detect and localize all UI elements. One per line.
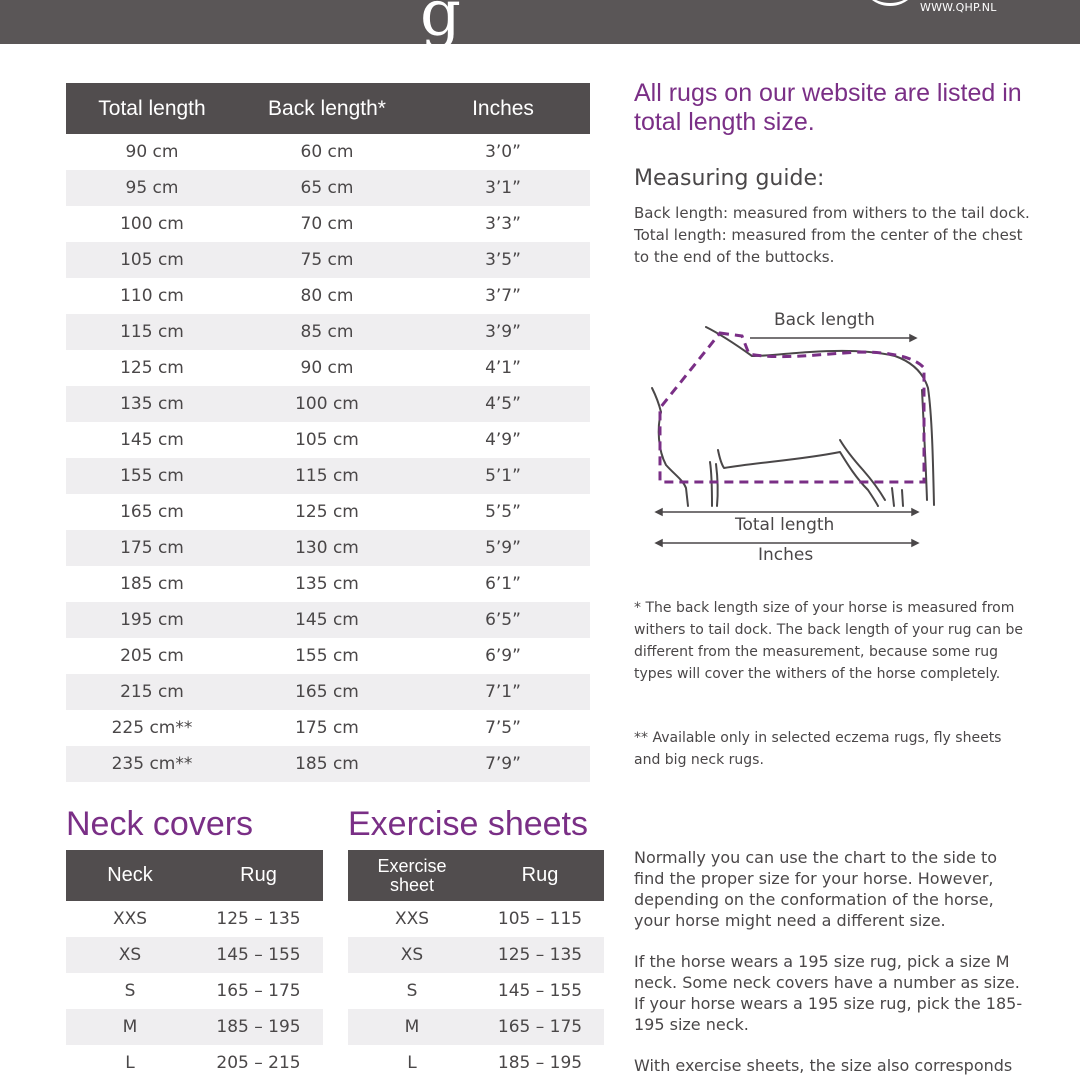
table-cell: 205 – 215: [216, 1053, 301, 1073]
table-cell: 165 cm: [120, 502, 184, 522]
availability-footnote: ** Available only in selected eczema rugs, fly sheets and big neck rugs.: [634, 730, 1002, 768]
table-cell: 185 – 195: [497, 1053, 583, 1073]
table-row: [66, 710, 590, 746]
table-cell: 165 – 175: [216, 981, 301, 1001]
header-total-length: Total length: [98, 96, 206, 120]
table-row: [66, 566, 590, 602]
headline: All rugs on our website are listed in total length size.: [634, 79, 1022, 136]
website-url[interactable]: WWW.QHP.NL: [920, 1, 997, 14]
header-exercise-line1: Exercise: [377, 855, 447, 876]
table-row: [66, 973, 323, 1009]
table-row: [348, 973, 604, 1009]
table-cell: 145 cm: [295, 610, 359, 630]
table-cell: 185 – 195: [216, 1017, 301, 1037]
exercise-sheets-table: [348, 850, 604, 1080]
size-table-body: [66, 134, 590, 782]
table-cell: 110 cm: [120, 286, 184, 306]
header-neck: Neck: [107, 864, 153, 886]
table-cell: 6’1”: [485, 574, 521, 594]
table-row: [66, 530, 590, 566]
measuring-guide-text: [634, 202, 1034, 268]
advice-paragraph-2: If the horse wears a 195 size rug, pick a size M neck. Some neck covers have a number as size. If your horse wears a 195 size rug, pick the 185-195 size neck.: [634, 952, 1023, 1034]
table-cell: 3’1”: [485, 178, 521, 198]
neck-covers-title: Neck covers: [66, 805, 254, 843]
table-cell: 225 cm**: [111, 718, 193, 738]
table-cell: 7’5”: [485, 718, 521, 738]
header-exercise-sheet: [348, 857, 476, 895]
table-cell: 3’0”: [485, 142, 521, 162]
table-cell: 185 cm: [120, 574, 184, 594]
table-cell: 4’5”: [485, 394, 521, 414]
table-cell: 125 – 135: [216, 909, 301, 929]
advice-paragraph-3: With exercise sheets, the size also corresponds: [634, 1056, 1013, 1075]
neck-covers-table: [66, 850, 323, 1080]
table-cell: 145 – 155: [216, 945, 301, 965]
table-row: [66, 314, 590, 350]
table-cell: 125 – 135: [497, 945, 583, 965]
size-table-header: [66, 83, 590, 134]
table-cell: L: [407, 1053, 417, 1073]
guide-total-length: Total length: measured from the center of the chest to the end of the buttocks.: [634, 226, 1023, 266]
table-cell: 130 cm: [295, 538, 359, 558]
table-cell: 115 cm: [295, 466, 359, 486]
table-cell: 3’5”: [485, 250, 521, 270]
diagram-label-total-length: Total length: [735, 515, 835, 535]
table-cell: XS: [400, 945, 424, 965]
table-cell: 95 cm: [125, 178, 179, 198]
table-row: [348, 901, 604, 937]
table-cell: 105 cm: [295, 430, 359, 450]
table-cell: 185 cm: [295, 754, 359, 774]
table-cell: M: [122, 1017, 138, 1037]
table-cell: 125 cm: [295, 502, 359, 522]
table-row: [66, 494, 590, 530]
table-cell: 5’9”: [485, 538, 521, 558]
table-cell: 7’9”: [485, 754, 521, 774]
guide-back-length: Back length: measured from withers to the tail dock.: [634, 204, 1030, 222]
table-row: [66, 386, 590, 422]
table-cell: 90 cm: [300, 358, 354, 378]
sizing-advice-text: [634, 847, 1024, 1080]
table-row: [66, 278, 590, 314]
table-cell: XS: [118, 945, 142, 965]
header-back-length: Back length*: [268, 96, 386, 120]
table-cell: 3’9”: [485, 322, 521, 342]
table-cell: 4’1”: [485, 358, 521, 378]
table-cell: 90 cm: [125, 142, 179, 162]
header-rug: Rug: [240, 864, 277, 886]
table-cell: S: [406, 981, 418, 1001]
header-inches: Inches: [472, 96, 534, 120]
table-cell: 165 – 175: [497, 1017, 583, 1037]
table-row: [348, 937, 604, 973]
table-cell: XXS: [394, 909, 430, 929]
table-cell: 80 cm: [300, 286, 354, 306]
table-cell: 4’9”: [485, 430, 521, 450]
table-row: [66, 602, 590, 638]
advice-paragraph-1: Normally you can use the chart to the side to find the proper size for your horse. However, depending on the conformation of the horse, your horse might need a different size.: [634, 848, 998, 930]
table-cell: 6’5”: [485, 610, 521, 630]
table-row: [348, 1009, 604, 1045]
table-cell: 7’1”: [485, 682, 521, 702]
table-cell: 155 cm: [120, 466, 184, 486]
back-length-footnote: * The back length size of your horse is measured from withers to tail dock. The back length of your rug can be different from the measurement, because some rug types will cover the withers of the horse completely.: [634, 600, 1023, 682]
table-cell: 145 – 155: [497, 981, 583, 1001]
table-cell: 105 cm: [120, 250, 184, 270]
table-cell: 105 – 115: [497, 909, 583, 929]
table-cell: M: [404, 1017, 420, 1037]
table-cell: 175 cm: [120, 538, 184, 558]
table-row: [66, 1045, 323, 1080]
table-cell: 5’1”: [485, 466, 521, 486]
table-cell: 3’7”: [485, 286, 521, 306]
table-row: [66, 937, 323, 973]
table-row: [66, 674, 590, 710]
brand-logo-arc: [860, 0, 920, 6]
table-row: [66, 206, 590, 242]
size-table: [66, 83, 590, 782]
table-cell: 60 cm: [300, 142, 354, 162]
table-cell: 70 cm: [300, 214, 354, 234]
header-exercise-line2: sheet: [389, 874, 435, 895]
table-row: [66, 901, 323, 937]
table-cell: 135 cm: [120, 394, 184, 414]
table-row: [66, 422, 590, 458]
exercise-sheets-title: Exercise sheets: [348, 805, 588, 843]
table-cell: L: [125, 1053, 135, 1073]
table-cell: 145 cm: [120, 430, 184, 450]
table-row: [66, 350, 590, 386]
table-cell: 125 cm: [120, 358, 184, 378]
table-cell: 175 cm: [295, 718, 359, 738]
table-cell: 65 cm: [300, 178, 354, 198]
table-cell: 115 cm: [120, 322, 184, 342]
table-cell: 75 cm: [300, 250, 354, 270]
horse-measuring-diagram: [630, 300, 950, 590]
table-cell: XXS: [112, 909, 148, 929]
table-row: [66, 458, 590, 494]
table-row: [66, 242, 590, 278]
table-cell: 100 cm: [295, 394, 359, 414]
table-row: [66, 638, 590, 674]
table-cell: 155 cm: [295, 646, 359, 666]
exercise-sheets-header: [348, 850, 604, 901]
table-cell: 235 cm**: [111, 754, 193, 774]
table-cell: 85 cm: [300, 322, 354, 342]
table-cell: 195 cm: [120, 610, 184, 630]
table-row: [66, 746, 590, 782]
table-row: [66, 134, 590, 170]
table-cell: 5’5”: [485, 502, 521, 522]
neck-covers-body: [66, 901, 323, 1080]
diagram-label-inches: Inches: [758, 545, 814, 565]
brand-logo-glyph: g: [420, 0, 461, 51]
table-cell: 3’3”: [485, 214, 521, 234]
table-cell: 100 cm: [120, 214, 184, 234]
table-row: [66, 1009, 323, 1045]
measuring-guide-title: Measuring guide:: [634, 166, 825, 191]
table-cell: 215 cm: [120, 682, 184, 702]
header-band: [0, 0, 1080, 51]
exercise-sheets-body: [348, 901, 604, 1080]
table-row: [66, 170, 590, 206]
diagram-label-back-length: Back length: [774, 310, 875, 330]
table-row: [348, 1045, 604, 1080]
header-rug: Rug: [521, 864, 559, 886]
table-cell: 205 cm: [120, 646, 184, 666]
table-cell: 135 cm: [295, 574, 359, 594]
table-cell: 6’9”: [485, 646, 521, 666]
neck-covers-header: [66, 850, 323, 901]
table-cell: 165 cm: [295, 682, 359, 702]
table-cell: S: [124, 981, 136, 1001]
